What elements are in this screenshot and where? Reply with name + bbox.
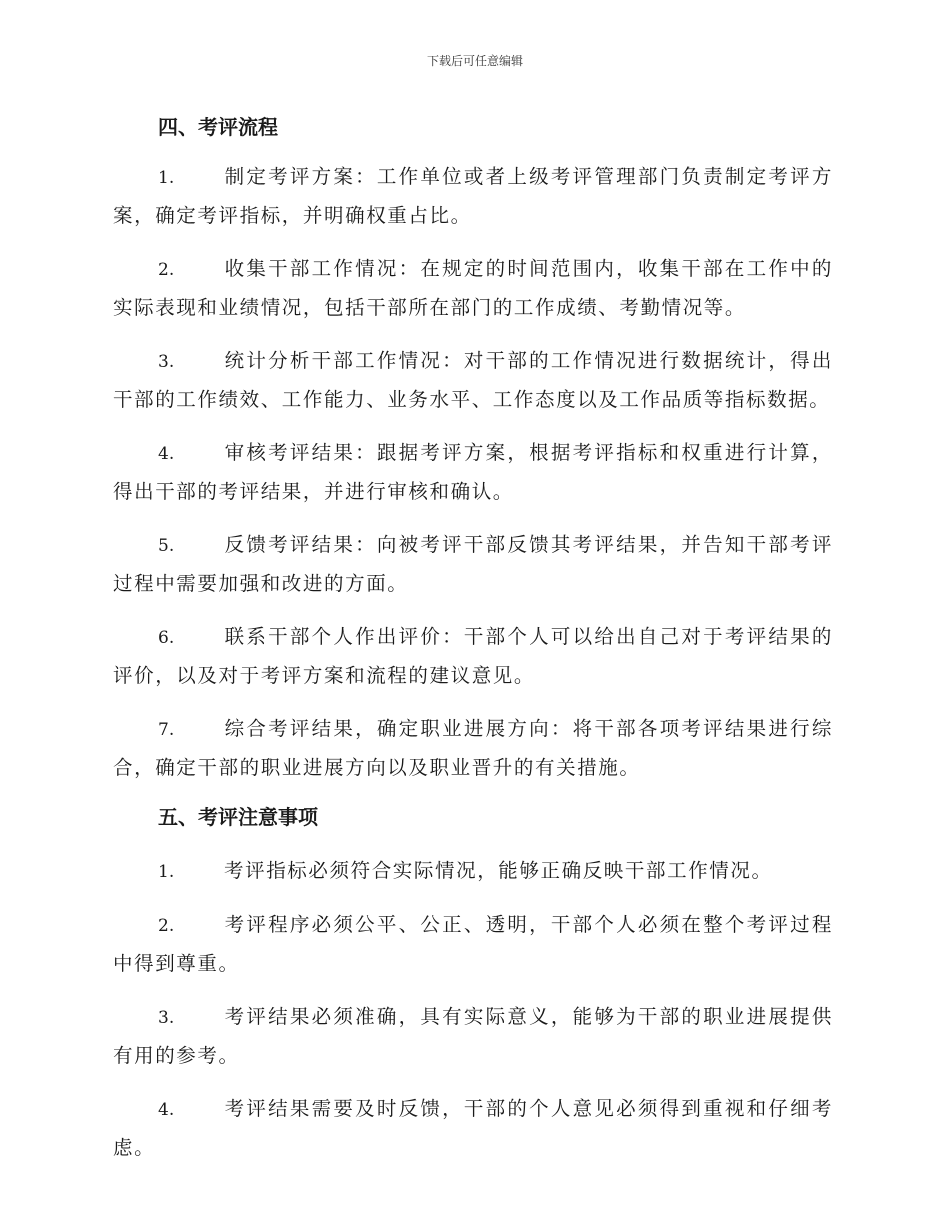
list-item — [113, 526, 833, 603]
item-text: 反馈考评结果：向被考评干部反馈其考评结果，并告知干部考评过程中需要加强和改进的方面。 — [113, 533, 833, 595]
item-number: 4. — [158, 444, 175, 464]
section-title-process: 四、考评流程 — [158, 115, 278, 139]
item-text: 考评程序必须公平、公正、透明，干部个人必须在整个考评过程中得到尊重。 — [113, 913, 833, 975]
item-text: 统计分析干部工作情况：对干部的工作情况进行数据统计，得出干部的工作绩效、工作能力、业务水平、工作态度以及工作品质等指标数据。 — [113, 349, 833, 411]
list-item — [113, 998, 833, 1075]
item-number: 1. — [158, 168, 175, 188]
item-number: 1. — [158, 862, 175, 882]
list-item — [113, 710, 833, 787]
item-number: 3. — [158, 1008, 175, 1028]
item-number: 3. — [158, 352, 175, 372]
item-text: 联系干部个人作出评价：干部个人可以给出自己对于考评结果的评价，以及对于考评方案和流程的建议意见。 — [113, 625, 833, 687]
item-text: 收集干部工作情况：在规定的时间范围内，收集干部在工作中的实际表现和业绩情况，包括干部所在部门的工作成绩、考勤情况等。 — [113, 257, 833, 319]
section-title-notes: 五、考评注意事项 — [158, 805, 318, 829]
list-item — [113, 906, 833, 983]
item-text: 综合考评结果，确定职业进展方向：将干部各项考评结果进行综合，确定干部的职业进展方向以及职业晋升的有关措施。 — [113, 717, 833, 779]
item-text: 考评结果需要及时反馈，干部的个人意见必须得到重视和仔细考虑。 — [113, 1097, 833, 1159]
item-text: 考评指标必须符合实际情况，能够正确反映干部工作情况。 — [224, 859, 773, 882]
page-header: 下载后可任意编辑 — [426, 54, 523, 68]
list-item — [113, 434, 833, 511]
item-number: 6. — [158, 628, 175, 648]
item-text: 考评结果必须准确，具有实际意义，能够为干部的职业进展提供有用的参考。 — [113, 1005, 833, 1067]
item-number: 7. — [158, 720, 175, 740]
list-item — [113, 158, 833, 235]
item-text: 审核考评结果：跟据考评方案，根据考评指标和权重进行计算，得出干部的考评结果，并进行审核和确认。 — [113, 441, 833, 503]
item-text: 制定考评方案：工作单位或者上级考评管理部门负责制定考评方案，确定考评指标，并明确权重占比。 — [113, 165, 833, 227]
item-number: 4. — [158, 1100, 175, 1120]
item-number: 2. — [158, 916, 175, 936]
item-number: 5. — [158, 536, 175, 556]
list-item — [113, 618, 833, 695]
item-number: 2. — [158, 260, 175, 280]
list-item — [113, 250, 833, 327]
list-item — [113, 852, 833, 891]
list-item — [113, 1090, 833, 1167]
list-item — [113, 342, 833, 419]
document-body — [113, 112, 833, 1182]
